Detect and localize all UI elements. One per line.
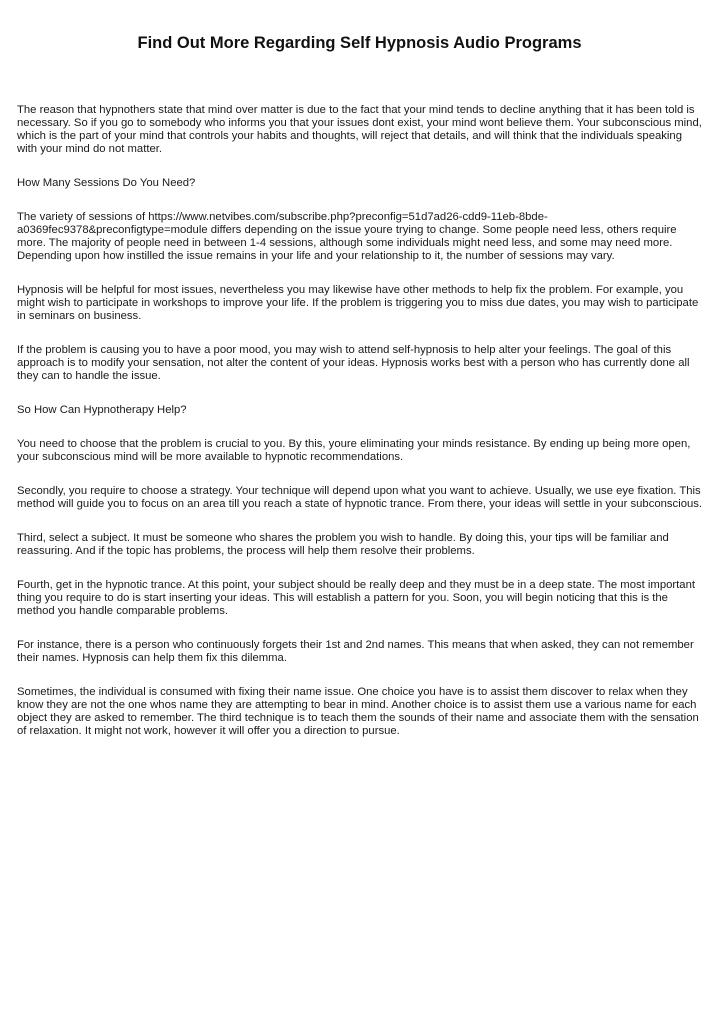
paragraph-sometimes: Sometimes, the individual is consumed with fixing their name issue. One choice you have is to assist them discover to relax when they know they are not the one whos name they are attempting to bear in mind. Another choice is to assist them use a various name for each object they are asked to remember. The third technique is to teach them the sounds of their name and associate them with the sensation of relaxation. It might not work, however it will offer you a direction to pursue. bbox=[17, 686, 699, 737]
section-heading-hypnotherapy-help: So How Can Hypnotherapy Help? bbox=[17, 404, 187, 416]
paragraph-choose-problem: You need to choose that the problem is crucial to you. By this, youre eliminating your minds resistance. By ending up being more open, your subconscious mind will be more available to hypnotic recommendations. bbox=[17, 438, 691, 463]
paragraph-strategy: Secondly, you require to choose a strategy. Your technique will depend upon what you want to achieve. Usually, we use eye fixation. This method will guide you to focus on an area till you reach a state of hypnotic trance. From there, your ideas will settle in your subconscious. bbox=[17, 485, 703, 510]
paragraph-poor-mood: If the problem is causing you to have a poor mood, you may wish to attend self-hypnosis to help alter your feelings. The goal of this approach is to modify your sensation, not alter the content of your ideas. Hypnosis works best with a person who has currently done all they can to handle the issue. bbox=[17, 344, 690, 382]
page-title: Find Out More Regarding Self Hypnosis Audio Programs bbox=[137, 34, 582, 52]
paragraph-subject: Third, select a subject. It must be someone who shares the problem you wish to handle. By doing this, your tips will be familiar and reassuring. And if the topic has problems, the process will help them resolve their problems. bbox=[17, 532, 669, 557]
paragraph-intro: The reason that hypnothers state that mind over matter is due to the fact that your mind tends to decline anything that it has been told is necessary. So if you go to somebody who informs you that your issues dont exist, your mind wont believe them. Your subconscious mind, which is the part of your mind that controls your habits and thoughts, will reject that details, and will think that the individuals speaking with your mind do not matter. bbox=[17, 104, 702, 155]
paragraph-sessions-variety: The variety of sessions of https://www.netvibes.com/subscribe.php?preconfig=51d7ad26-cdd9-11eb-8bde-a0369fec9378&preconfigtype=module differs depending on the issue youre trying to change. Some people need less, others require more. The majority of people need in between 1-4 sessions, although some individuals might need less, and some may need more. Depending upon how instilled the issue remains in your life and your relationship to it, the number of sessions may vary. bbox=[17, 211, 677, 262]
paragraph-instance: For instance, there is a person who continuously forgets their 1st and 2nd names. This means that when asked, they can not remember their names. Hypnosis can help them fix this dilemma. bbox=[17, 639, 694, 664]
paragraph-trance: Fourth, get in the hypnotic trance. At this point, your subject should be really deep and they must be in a deep state. The most important thing you require to do is start inserting your ideas. This will establish a pattern for you. Soon, you will begin noticing that this is the method you handle comparable problems. bbox=[17, 579, 696, 617]
article-body bbox=[17, 104, 705, 759]
paragraph-other-methods: Hypnosis will be helpful for most issues, nevertheless you may likewise have other methods to help fix the problem. For example, you might wish to participate in workshops to improve your life. If the problem is triggering you to miss due dates, you may wish to participate in seminars on business. bbox=[17, 284, 699, 322]
section-heading-sessions: How Many Sessions Do You Need? bbox=[17, 177, 196, 189]
